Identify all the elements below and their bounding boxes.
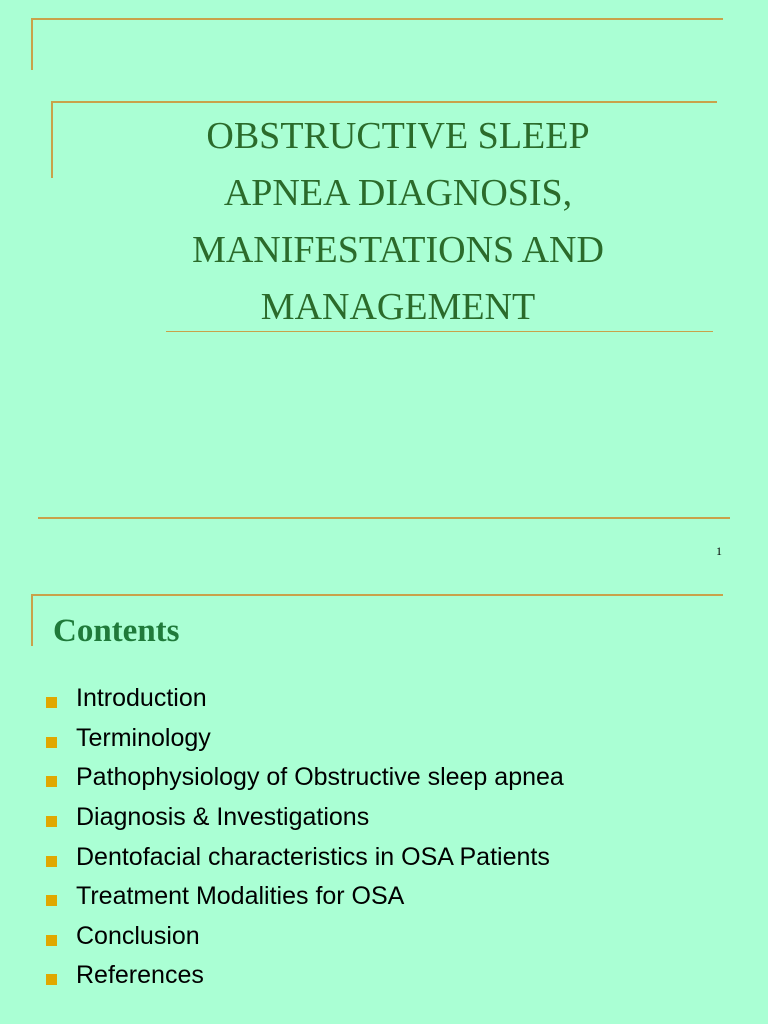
list-item-text: Diagnosis & Investigations [76, 803, 370, 832]
list-item-text: Introduction [76, 684, 207, 713]
slide1-top-rule [31, 18, 723, 20]
slide-title [120, 108, 676, 336]
slide2-left-rule [31, 594, 33, 646]
square-bullet-icon [46, 776, 57, 787]
list-item-text: Conclusion [76, 921, 200, 950]
contents-heading: Contents [53, 613, 180, 649]
slide1-left-rule [31, 18, 33, 70]
list-item-text: Pathophysiology of Obstructive sleep apnea [76, 763, 564, 792]
slide-title-line: MANAGEMENT [260, 286, 536, 328]
list-item-text: References [76, 961, 204, 990]
list-item [46, 679, 564, 719]
list-item [46, 877, 564, 917]
slide1-title-top-rule [51, 101, 717, 103]
list-item [46, 758, 564, 798]
list-item [46, 719, 564, 759]
list-item [46, 798, 564, 838]
slide-number: 1 [716, 544, 722, 558]
contents-list [46, 679, 564, 996]
list-item-text: Terminology [76, 723, 211, 752]
list-item [46, 837, 564, 877]
list-item-text: Dentofacial characteristics in OSA Patients [76, 842, 550, 871]
slide-title-line: MANIFESTATIONS AND [192, 229, 604, 271]
square-bullet-icon [46, 816, 57, 827]
list-item [46, 956, 564, 996]
square-bullet-icon [46, 935, 57, 946]
square-bullet-icon [46, 697, 57, 708]
list-item [46, 917, 564, 957]
slide2-top-rule [31, 594, 723, 596]
square-bullet-icon [46, 737, 57, 748]
slide1-bottom-rule [38, 517, 730, 519]
slide-title-line: OBSTRUCTIVE SLEEP [206, 115, 590, 157]
list-item-text: Treatment Modalities for OSA [76, 882, 405, 911]
square-bullet-icon [46, 856, 57, 867]
slide-title-line: APNEA DIAGNOSIS, [223, 172, 573, 214]
square-bullet-icon [46, 895, 57, 906]
slide1-title-left-rule [51, 101, 53, 178]
square-bullet-icon [46, 974, 57, 985]
